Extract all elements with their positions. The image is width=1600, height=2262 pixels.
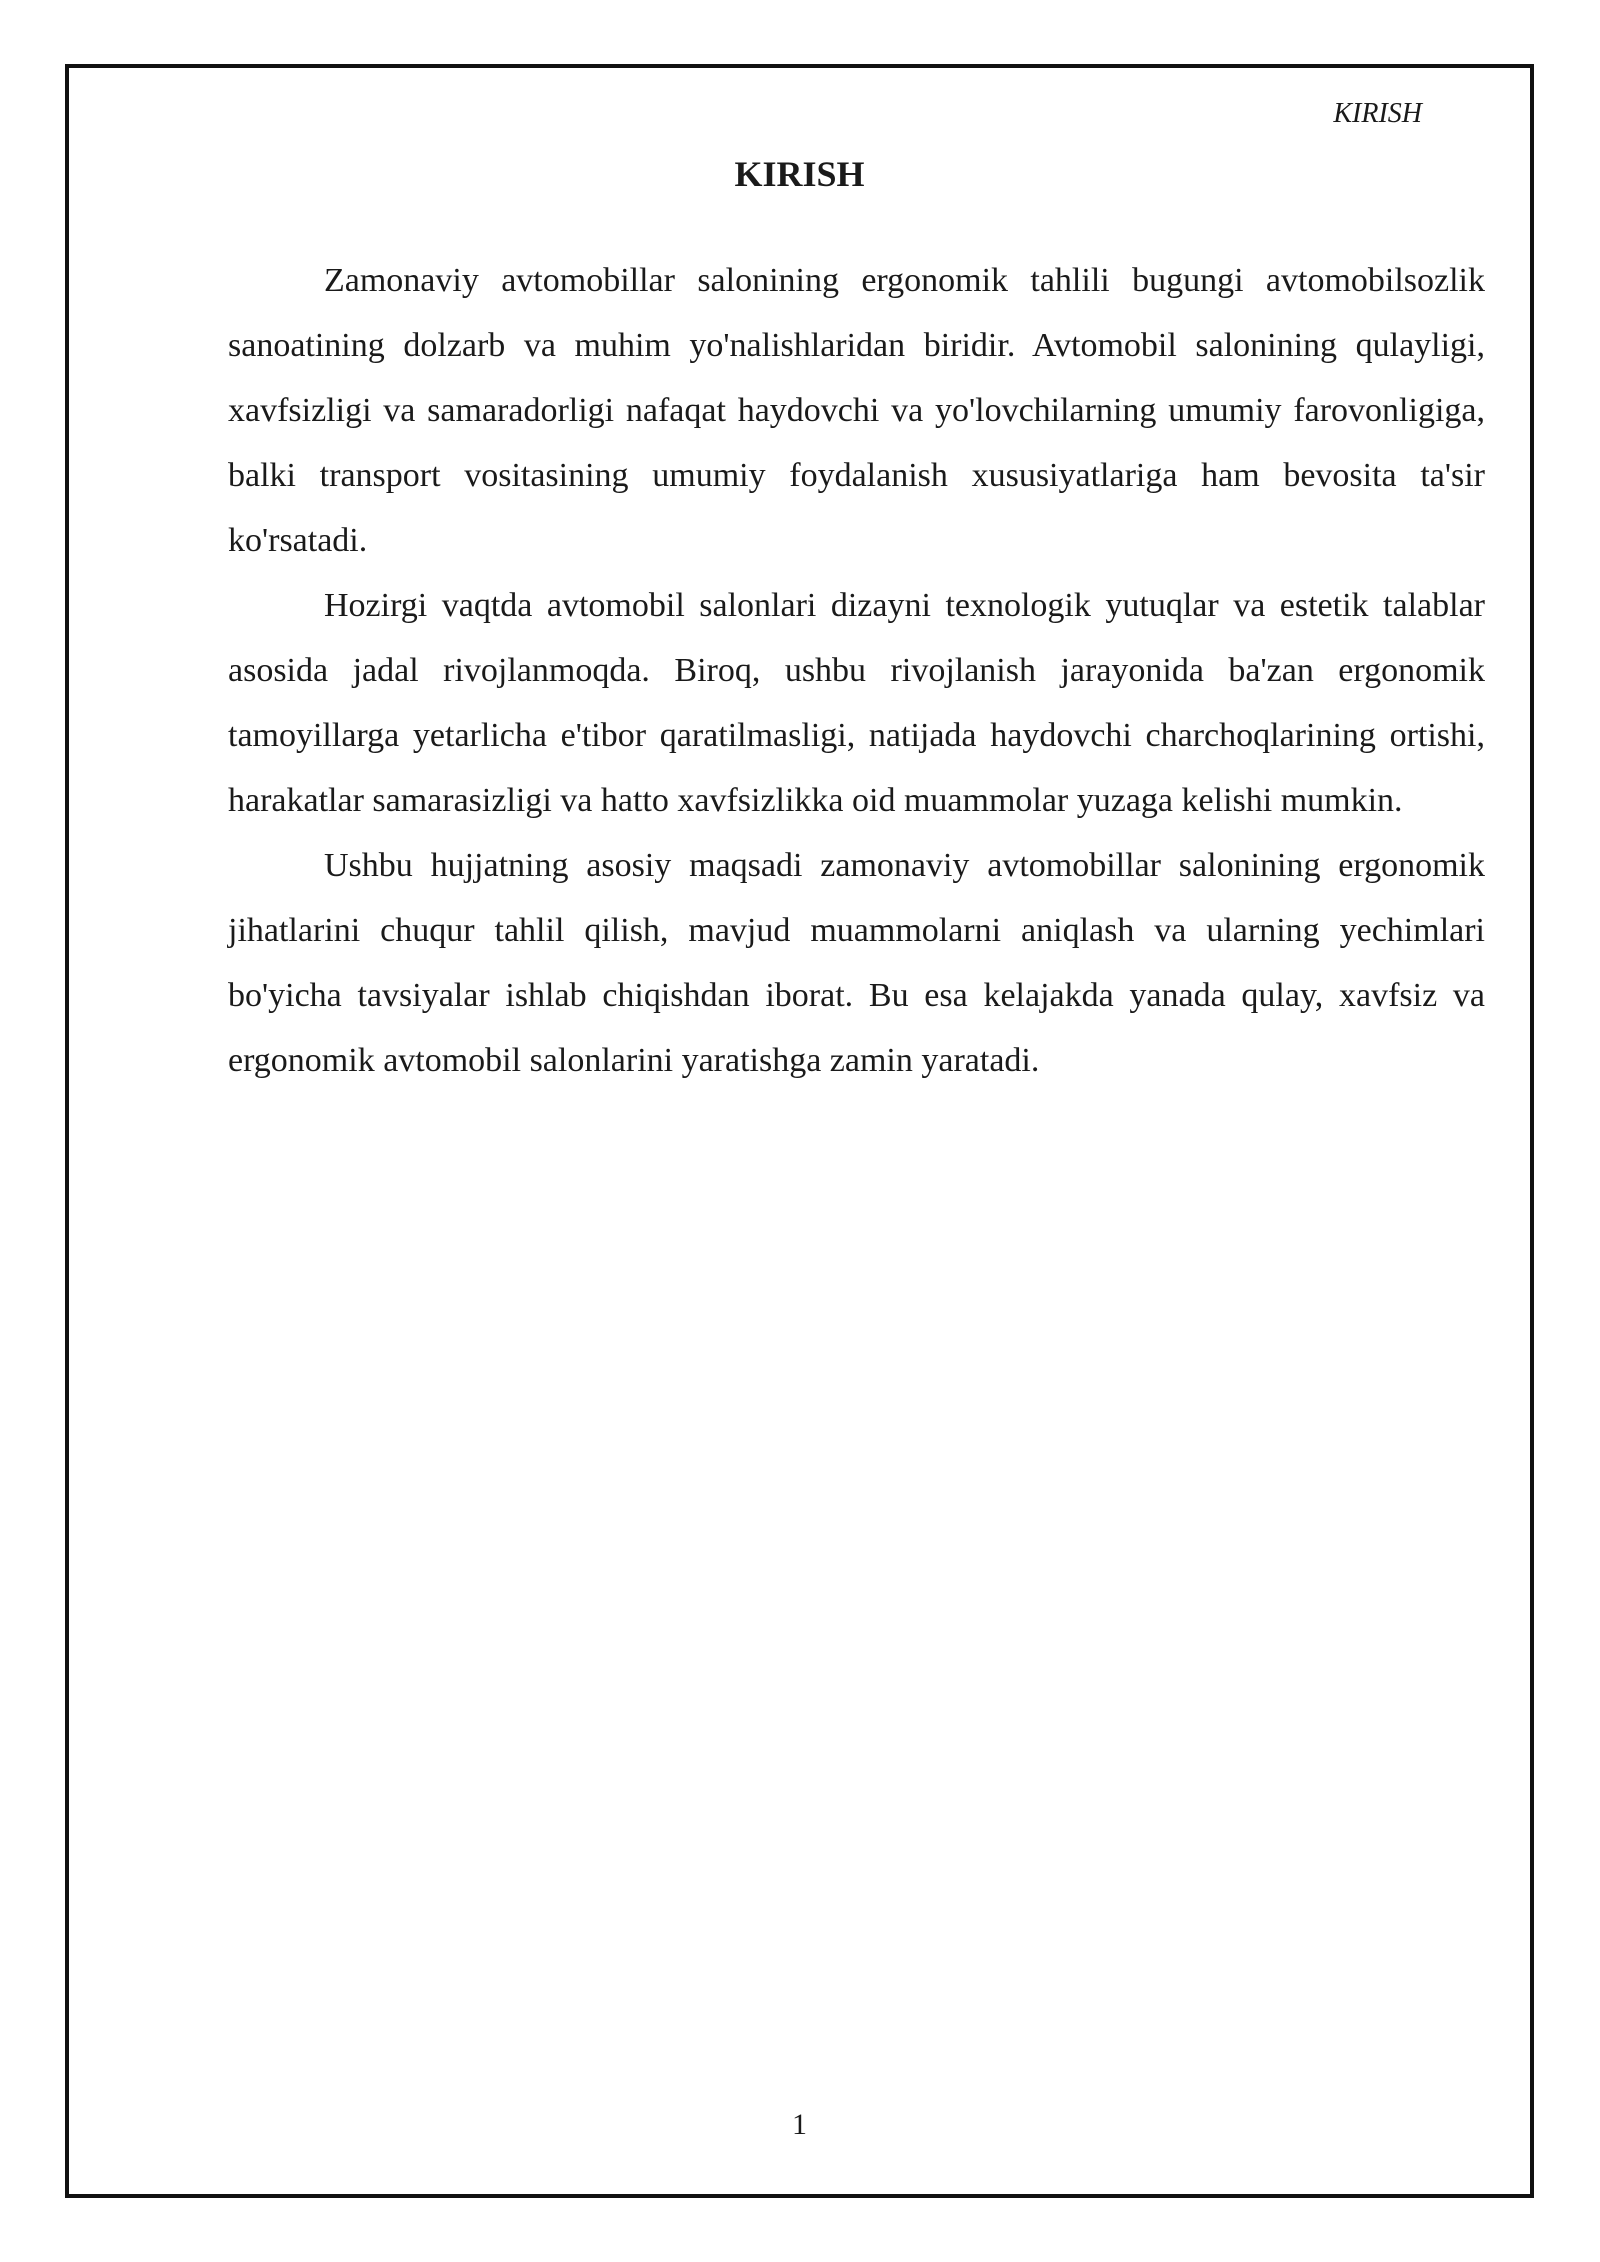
body-text — [228, 248, 1485, 1093]
paragraph-2: Hozirgi vaqtda avtomobil salonlari dizayni texnologik yutuqlar va estetik talablar asosida jadal rivojlanmoqda. Biroq, ushbu rivojlanish jarayonida ba'zan ergonomik tamoyillarga yetarlicha e'tibor qaratilmasligi, natijada haydovchi charchoqlarining ortishi, harakatlar samarasizligi va hatto xavfsizlikka oid muammolar yuzaga kelishi mumkin. — [228, 587, 1485, 819]
paragraph-3: Ushbu hujjatning asosiy maqsadi zamonaviy avtomobillar salonining ergonomik jihatlarini chuqur tahlil qilish, mavjud muammolarni aniqlash va ularning yechimlari bo'yicha tavsiyalar ishlab chiqishdan iborat. Bu esa kelajakda yanada qulay, xavfsiz va ergonomik avtomobil salonlarini yaratishga zamin yaratadi. — [228, 847, 1485, 1079]
paragraph-1: Zamonaviy avtomobillar salonining ergonomik tahlili bugungi avtomobilsozlik sanoatining dolzarb va muhim yo'nalishlaridan biridir. Avtomobil salonining qulayligi, xavfsizligi va samaradorligi nafaqat haydovchi va yo'lovchilarning umumiy farovonligiga, balki transport vositasining umumiy foydalanish xususiyatlariga ham bevosita ta'sir ko'rsatadi. — [228, 262, 1485, 559]
page-title: KIRISH — [734, 154, 865, 194]
page-frame — [65, 64, 1534, 2198]
page-number: 1 — [792, 2108, 807, 2141]
running-header: KIRISH — [1333, 98, 1422, 129]
